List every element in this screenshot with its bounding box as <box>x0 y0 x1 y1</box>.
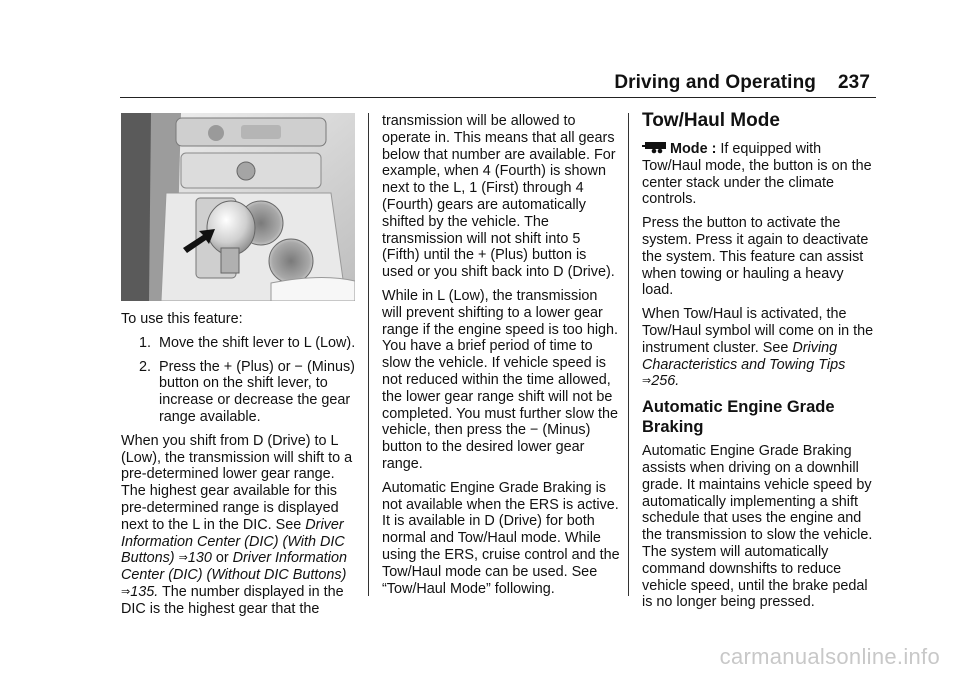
page-number: 237 <box>837 72 870 93</box>
list-item: 1. Move the shift lever to L (Low). <box>138 334 356 351</box>
tow-haul-icon <box>642 140 666 154</box>
ref-driving-towing-tips[interactable]: Driving Characteristics and Towing Tips <box>642 339 846 373</box>
ref-dic-without-buttons[interactable]: Driver Information Center (DIC) (Without DIC Buttons) <box>121 550 347 584</box>
list-item: 2. Press the + (Plus) or − (Minus) button on the shift lever, to increase or decrease the gear range available. <box>138 358 355 425</box>
column-divider <box>628 113 629 596</box>
column-3 <box>642 110 878 618</box>
column-1 <box>121 311 357 625</box>
steps-list <box>121 335 357 426</box>
ref-dic-with-buttons[interactable]: Driver Information Center (DIC) (With DIC Buttons) <box>121 516 345 567</box>
mode-label: Mode : <box>670 141 717 157</box>
column-2 <box>382 113 620 604</box>
watermark: carmanualsonline.info <box>719 644 940 669</box>
page-ref-icon: ⇒ <box>178 552 188 565</box>
header-rule <box>120 97 876 98</box>
paragraph: transmission will be allowed to operate in. This means that all gears below that number are available. For example, when 4 (Fourth) is shown next to the L, 1 (First) through 4 (Fourth) gears are automatically shifted by the vehicle. The transmission will not shift into 5 (Fifth) until the + (Plus) button is used or you shift back into D (Drive). <box>382 113 616 281</box>
ref-page[interactable]: 130 <box>187 550 212 567</box>
section-heading-grade-braking: Automatic Engine Grade Braking <box>642 398 835 437</box>
paragraph: Automatic Engine Grade Braking assists when driving on a downhill grade. It maintains vehicle speed by automatically implementing a shift schedule that uses the engine and the transmission to slow the vehicle. The system will automatically command downshifts to reduce vehicle speed, until the brake pedal is no longer being pressed. <box>642 443 873 611</box>
section-title: Driving and Operating <box>614 72 816 93</box>
ref-page[interactable]: 135. <box>130 583 159 600</box>
intro-text: To use this feature: <box>121 311 243 327</box>
page-header <box>614 72 870 94</box>
column-divider <box>368 113 369 596</box>
section-heading-tow-haul: Tow/Haul Mode <box>642 110 780 131</box>
ref-page[interactable]: 256. <box>651 373 680 390</box>
dic-paragraph: When you shift from D (Drive) to L (Low), the transmission will shift to a pre-determined lower gear range. The highest gear available for this pre-determined range is displayed next to the L in the DIC. See Driver Information Center (DIC) (With DIC Buttons) ⇒130 or Driver Information Center (DIC) (Without DIC Buttons) ⇒135. The number displayed in the DIC is the highest gear that the <box>121 432 353 617</box>
paragraph: Press the button to activate the system. Press it again to deactivate the system. This feature can assist when towing or hauling a heavy load. <box>642 215 869 299</box>
shift-lever-photo <box>121 113 355 301</box>
paragraph: When Tow/Haul is activated, the Tow/Haul symbol will come on in the instrument cluster. See Driving Characteristics and Towing Tips ⇒256. <box>642 306 874 390</box>
paragraph: Automatic Engine Grade Braking is not available when the ERS is active. It is available in D (Drive) for both normal and Tow/Haul mode. While using the ERS, cruise control and the Tow/Haul mode can be used. See “Tow/Haul Mode” following. <box>382 479 620 597</box>
paragraph: While in L (Low), the transmission will prevent shifting to a lower gear range if the engine speed is too high. You have a brief period of time to slow the vehicle. If vehicle speed is not reduced within the time allowed, the lower gear range shift will not be completed. You must further slow the vehicle, then press the − (Minus) button to the desired lower gear range. <box>382 287 619 472</box>
tow-haul-intro: Mode : If equipped with Tow/Haul mode, the button is on the center stack under the climate controls. <box>642 141 872 208</box>
page-ref-icon: ⇒ <box>642 375 652 388</box>
page-ref-icon: ⇒ <box>121 585 131 598</box>
